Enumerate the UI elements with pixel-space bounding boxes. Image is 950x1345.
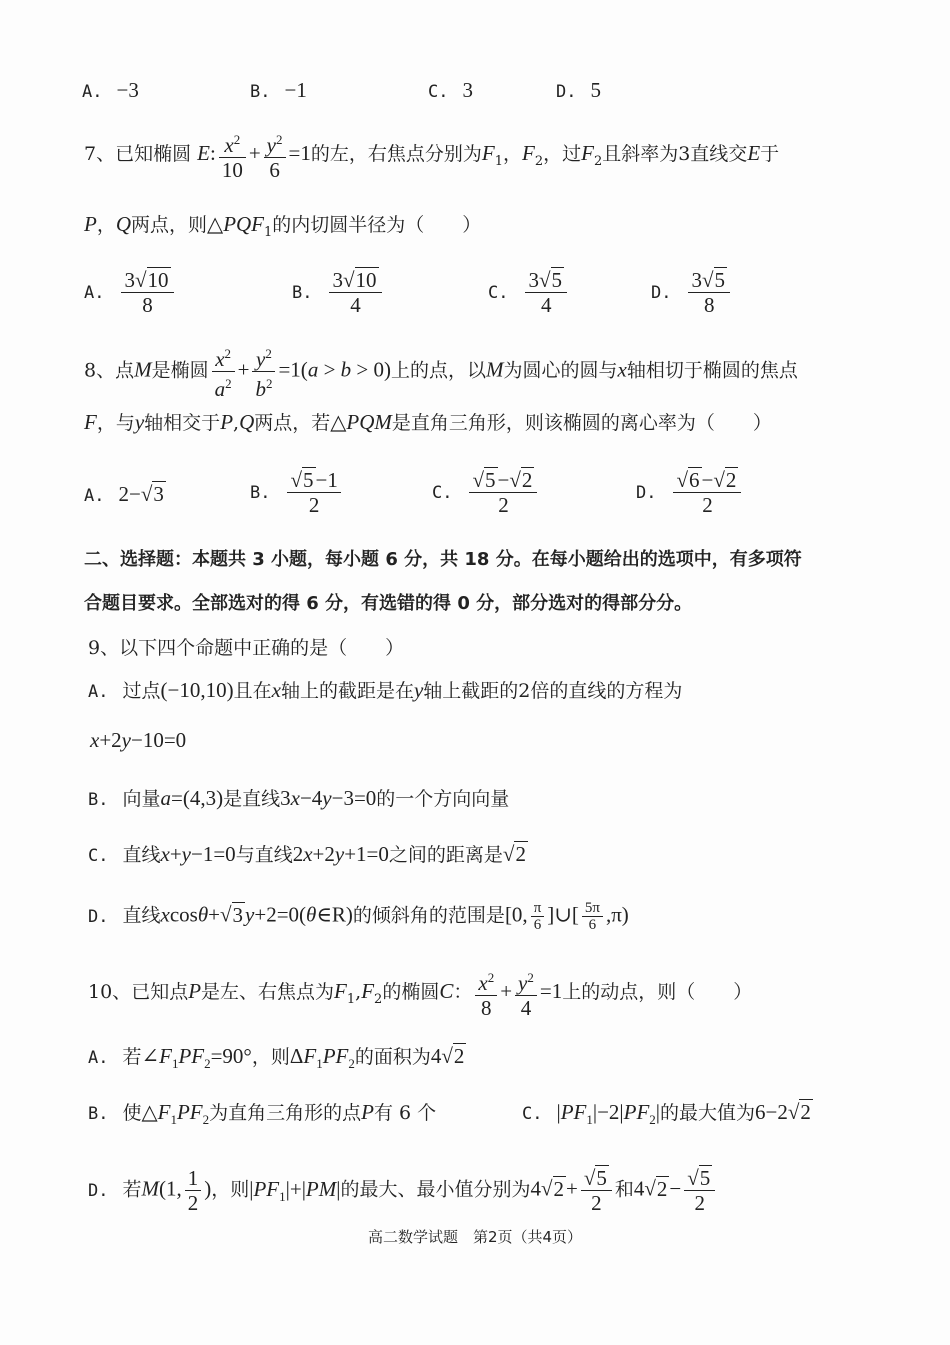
section2-heading-line1: 二、选择题：本题共 3 小题，每小题 6 分，共 18 分。在每小题给出的选项中，有多项符 bbox=[84, 549, 802, 570]
q7-frac-x: $\frac{x^2}{10}$ bbox=[219, 128, 246, 182]
q6-option-b: B. −1 bbox=[250, 78, 307, 102]
q9-option-c: C. 直线x+y−1=0与直线2x+2y+1=0之间的距离是√2 bbox=[88, 842, 526, 866]
q8-option-a: A. 2−√3 bbox=[84, 482, 164, 506]
q7-frac-y: $\frac{y^2}{6}$ bbox=[264, 128, 286, 182]
q7-option-c: C. $\frac{3√5}{4}$ bbox=[488, 268, 570, 317]
q6-option-c: C. 3 bbox=[428, 78, 473, 102]
q8-option-b: B. $\frac{√5-1}{2}$ bbox=[250, 468, 344, 517]
q10-option-b: B. 使$\triangle F_1PF_2$为直角三角形的点P有 6 个 bbox=[88, 1100, 437, 1128]
q9-option-d: D. 直线xcosθ+√3y+2=0(θ∈R)的倾斜角的范围是[0, $\frac{\pi}{6}$ ]∪[ $\frac{5\pi}{6}$ ,π) bbox=[88, 900, 629, 934]
q7-option-b: B. $\frac{3√10}{4}$ bbox=[292, 268, 385, 317]
q10-option-a: A. 若$\angle F_1PF_2=90^\circ$，则$\Delta F_1PF_2$的面积为4√2 bbox=[88, 1044, 465, 1072]
q8-option-d: D. $\frac{√6-√2}{2}$ bbox=[636, 468, 744, 517]
q8-stem-line1: 8、点M是椭圆 $\frac{x^2}{a^2}$ + $\frac{y^2}{b^2}$ =1(a > b > 0)上的点，以M为圆心的圆与x轴相切于椭圆的焦点 bbox=[84, 346, 798, 402]
q10-option-d: D. 若M(1, $\frac{1}{2}$ )，则$|PF_1|+|PM|$的最大、最小值分别为4√2+ $\frac{√5}{2}$ 和4√2− $\frac{√5}{2}$ bbox=[88, 1166, 950, 1215]
q9-stem: 9、以下四个命题中正确的是（ ） bbox=[88, 637, 405, 659]
q6-option-a: A. −3 bbox=[82, 78, 139, 102]
section2-heading-line2: 合题目要求。全部选对的得 6 分，有选错的得 0 分，部分选对的得部分分。 bbox=[84, 593, 693, 614]
q8-option-c: C. $\frac{√5-√2}{2}$ bbox=[432, 468, 540, 517]
q7-option-d: D. $\frac{3√5}{8}$ bbox=[651, 268, 733, 317]
q10-option-c: C. $|PF_1|-2|PF_2|$的最大值为6−2√2 bbox=[522, 1100, 811, 1128]
q7-option-a: A. $\frac{3√10}{8}$ bbox=[84, 268, 177, 317]
q9-option-a-line1: A. 过点(−10,10)且在x轴上的截距是在y轴上截距的2倍的直线的方程为 bbox=[88, 678, 683, 702]
q9-option-a-line2: x+2y−10=0 bbox=[90, 728, 187, 752]
q10-stem: 10、已知点P是左、右焦点为$F_1,F_2$的椭圆C： $\frac{x^2}{8}$ + $\frac{y^2}{4}$ =1上的动点，则（ ） bbox=[88, 970, 753, 1021]
q7-stem-line2: P，Q两点，则$\triangle PQF_1$的内切圆半径为（ ） bbox=[84, 212, 482, 240]
q7-stem-line1: 7、已知椭圆 E: $\frac{x^2}{10}$ + $\frac{y^2}{6}$ =1的左，右焦点分别为$F_1$，$F_2$，过$F_2$且斜率为3直线交E于 bbox=[84, 128, 950, 182]
q6-option-d: D. 5 bbox=[556, 78, 601, 102]
page-footer: 高二数学试题 第2页（共4页） bbox=[367, 1228, 583, 1246]
q8-stem-line2: F，与y轴相交于P,Q两点，若△PQM是直角三角形，则该椭圆的离心率为（ ） bbox=[84, 410, 772, 434]
q9-option-b: B. 向量a=(4,3)是直线3x−4y−3=0的一个方向向量 bbox=[88, 786, 510, 810]
